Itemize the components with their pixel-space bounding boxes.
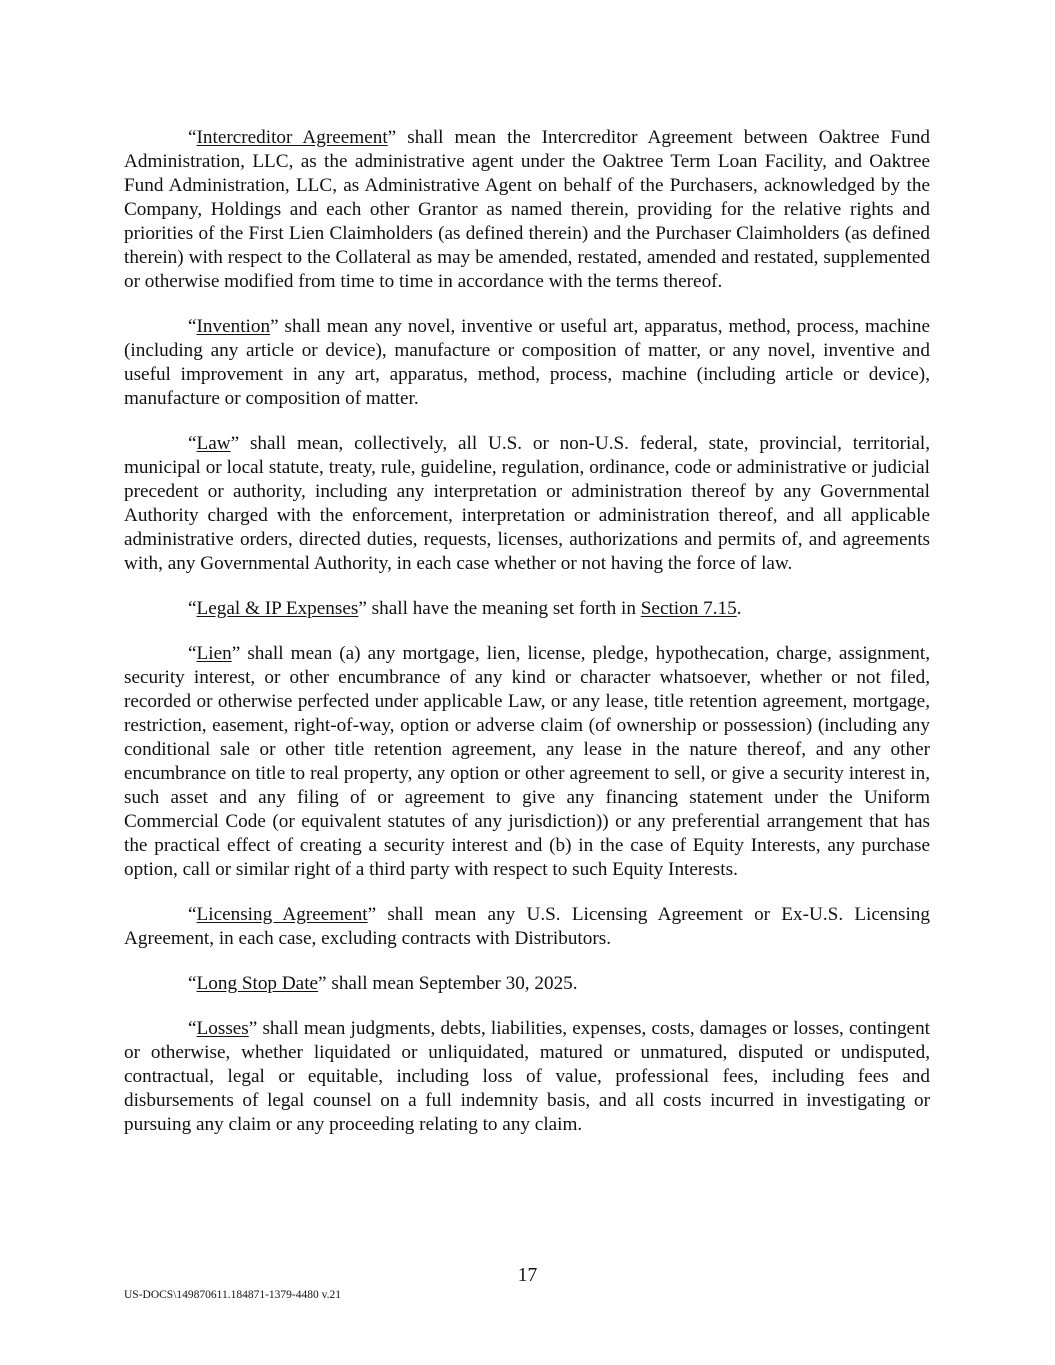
defined-term: Legal & IP Expenses <box>196 598 359 619</box>
document-body <box>124 126 930 1137</box>
definition-text: shall mean (a) any mortgage, lien, license, pledge, hypothecation, charge, assignment, security interest, or other encumbrance of any kind or character whatsoever, whether or not filed, recorded or otherwise perfected under applicable Law, or any lease, title retention agreement, mortgage, restriction, easement, right-of-way, option or adverse claim (of ownership or possession) (including any conditional sale or other title retention agreement, any lease in the nature thereof, and any other encumbrance on title to real property, any option or other agreement to sell, or give a security interest in, such asset and any filing of or agreement to give any financing statement under the Uniform Commercial Code (or equivalent statutes of any jurisdiction)) or any preferential arrangement that has the practical effect of creating a security interest and (b) in the case of Equity Interests, any purchase option, call or similar right of a third party with respect to such Equity Interests. <box>124 643 930 880</box>
definition-licensing-agreement <box>124 903 930 951</box>
definition-losses <box>124 1017 930 1137</box>
defined-term: Law <box>196 433 231 454</box>
close-quote: ” <box>358 598 367 619</box>
definition-intercreditor-agreement <box>124 126 930 294</box>
document-id-footer: US-DOCS\149870611.184871-1379-4480 v.21 <box>124 1289 342 1301</box>
defined-term: Invention <box>196 316 271 337</box>
open-quote: “ <box>188 433 197 454</box>
close-quote: ” <box>270 316 279 337</box>
open-quote: “ <box>188 127 197 148</box>
open-quote: “ <box>188 904 197 925</box>
page-number: 17 <box>517 1265 538 1286</box>
definition-text: shall have the meaning set forth in <box>366 598 641 619</box>
open-quote: “ <box>188 643 197 664</box>
open-quote: “ <box>188 1018 197 1039</box>
definition-tail: . <box>736 598 742 619</box>
close-quote: ” <box>318 973 327 994</box>
definition-text: shall mean any novel, inventive or useful art, apparatus, method, process, machine (including any article or device), manufacture or composition of matter, or any novel, inventive and useful improvement in any art, apparatus, method, process, machine (including article or device), manufacture or composition of matter. <box>124 316 930 409</box>
defined-term: Long Stop Date <box>196 973 319 994</box>
definition-long-stop-date <box>124 972 930 996</box>
definition-legal-ip-expenses <box>124 597 930 621</box>
defined-term: Intercreditor Agreement <box>196 127 388 148</box>
close-quote: ” <box>387 127 397 148</box>
definition-text: shall mean any U.S. Licensing Agreement or Ex-U.S. Licensing Agreement, in each case, excluding contracts with Distributors. <box>124 904 930 949</box>
defined-term: Licensing Agreement <box>196 904 368 925</box>
defined-term: Lien <box>196 643 232 664</box>
definition-text: shall mean the Intercreditor Agreement between Oaktree Fund Administration, LLC, as the administrative agent under the Oaktree Term Loan Facility, and Oaktree Fund Administration, LLC, as Administrative Agent on behalf of the Purchasers, acknowledged by the Company, Holdings and each other Grantor as named therein, providing for the relative rights and priorities of the First Lien Claimholders (as defined therein) and the Purchaser Claimholders (as defined therein) with respect to the Collateral as may be amended, restated, amended and restated, supplemented or otherwise modified from time to time in accordance with the terms thereof. <box>124 127 931 292</box>
open-quote: “ <box>188 316 197 337</box>
definition-law <box>124 432 930 576</box>
close-quote: ” <box>367 904 377 925</box>
open-quote: “ <box>188 598 197 619</box>
close-quote: ” <box>248 1018 258 1039</box>
section-cross-reference: Section 7.15 <box>640 598 737 619</box>
defined-term: Losses <box>196 1018 249 1039</box>
definition-invention <box>124 315 930 411</box>
definition-text: shall mean September 30, 2025. <box>326 973 578 994</box>
definition-text: shall mean, collectively, all U.S. or non-U.S. federal, state, provincial, territorial, municipal or local statute, treaty, rule, guideline, regulation, ordinance, code or administrative or judicial precedent or authority, including any interpretation or administration thereof by any Governmental Authority charged with the enforcement, interpretation or administration thereof, and all applicable administrative orders, directed duties, requests, licenses, authorizations and permits of, and agreements with, any Governmental Authority, in each case whether or not having the force of law. <box>124 433 930 574</box>
close-quote: ” <box>230 433 240 454</box>
open-quote: “ <box>188 973 197 994</box>
definition-text: shall mean judgments, debts, liabilities, expenses, costs, damages or losses, contingent or otherwise, whether liquidated or unliquidated, matured or unmatured, disputed or undisputed, contractual, legal or equitable, including loss of value, professional fees, including fees and disbursements of legal counsel on a full indemnity basis, and all costs incurred in investigating or pursuing any claim or any proceeding relating to any claim. <box>124 1018 930 1135</box>
close-quote: ” <box>231 643 241 664</box>
definition-lien <box>124 642 930 882</box>
